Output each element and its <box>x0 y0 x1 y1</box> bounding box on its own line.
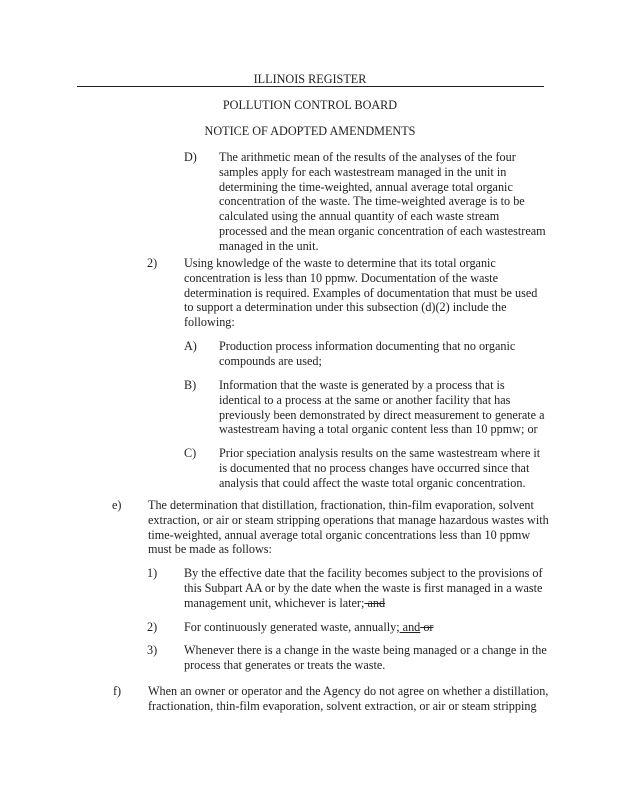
board-title: POLLUTION CONTROL BOARD <box>222 98 398 112</box>
item-e2-label: 2) <box>147 620 158 634</box>
item-D-label: D) <box>184 150 197 164</box>
header-rule <box>77 86 544 87</box>
item-e-text: The determination that distillation, fractionation, thin-film evaporation, solvent extraction, or air or steam stripping operations that manage hazardous wastes with time-weighted, annual average total organic concentrations less than 10 ppmw must be made as follows: <box>148 498 549 557</box>
register-title: ILLINOIS REGISTER <box>253 72 367 86</box>
item-e1-text: By the effective date that the facility becomes subject to the provisions of this Subpart AA or by the date when the waste is first managed in a waste management unit, whichever is later; and <box>184 566 543 610</box>
item-e1-label: 1) <box>147 566 158 580</box>
item-2B-text: Information that the waste is generated by a process that is identical to a process at the same or another facility that has previously been demonstrated by direct measurement to generate a wastestream having a total organic content less than 10 ppmw; or <box>219 378 545 437</box>
item-e2-text: For continuously generated waste, annually; and or <box>184 620 434 634</box>
item-2-label: 2) <box>147 256 158 270</box>
item-e3-text: Whenever there is a change in the waste being managed or a change in the process that generates or treats the waste. <box>184 643 547 672</box>
added-and: and <box>399 620 421 634</box>
item-e3-label: 3) <box>147 643 158 657</box>
notice-title: NOTICE OF ADOPTED AMENDMENTS <box>204 124 416 138</box>
item-D-text: The arithmetic mean of the results of the analyses of the four samples apply for each wastestream managed in the unit in determining the time-weighted, annual average total organic concentration of the waste. The time-weighted average is to be calculated using the annual quantity of each waste stream processed and the mean organic concentration of each wastestream managed in the unit. <box>219 150 546 253</box>
item-f-label: f) <box>113 684 122 698</box>
item-2A-text: Production process information documenting that no organic compounds are used; <box>219 339 516 368</box>
struck-or: or <box>420 620 434 634</box>
item-e-label: e) <box>112 498 122 512</box>
struck-and: and <box>364 595 386 610</box>
item-2B-label: B) <box>184 378 197 392</box>
item-2-text: Using knowledge of the waste to determine that its total organic concentration is less than 10 ppmw. Documentation of the waste determination is required. Examples of documentation that must be used to support a determination under this subsection (d)(2) include the following: <box>184 256 538 330</box>
item-2A-label: A) <box>184 339 197 353</box>
item-f-text: When an owner or operator and the Agency do not agree on whether a distillation, fractionation, thin-film evaporation, solvent extraction, or air or steam stripping <box>148 684 549 713</box>
item-2C-label: C) <box>184 446 197 460</box>
item-2C-text: Prior speciation analysis results on the same wastestream where it is documented that no process changes have occurred since that analysis that could affect the waste total organic concentration. <box>219 446 541 490</box>
